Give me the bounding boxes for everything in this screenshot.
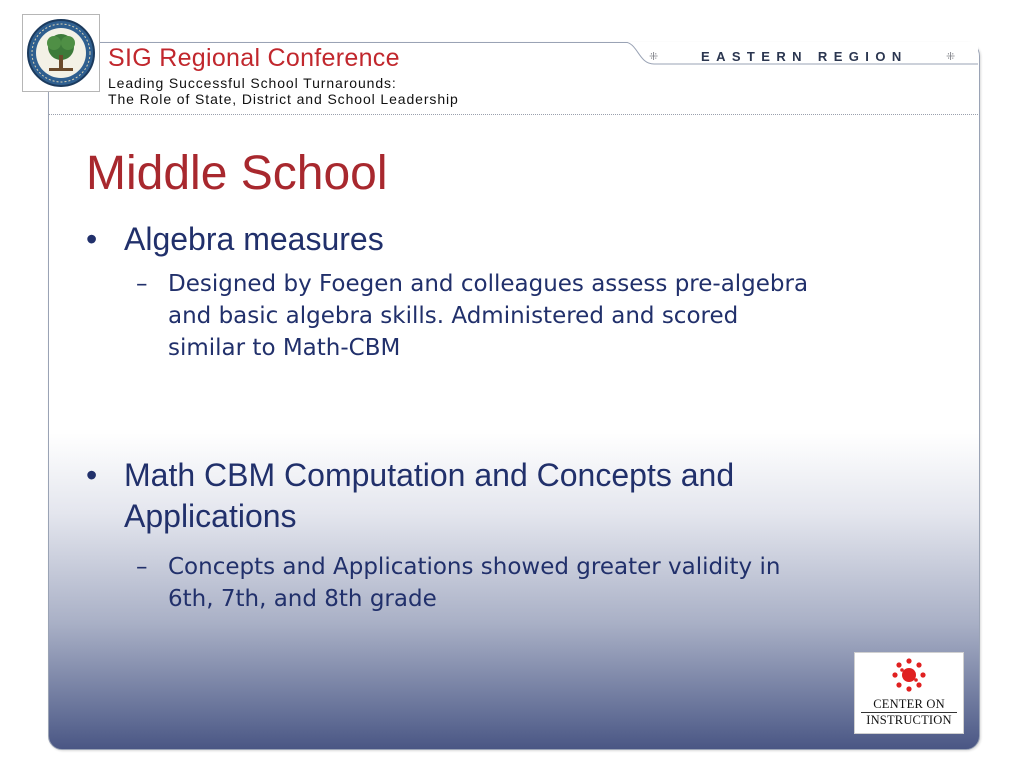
conference-title: SIG Regional Conference [108,44,400,72]
center-on-instruction-logo-icon [855,657,963,697]
conference-subtitle-line1: Leading Successful School Turnarounds: [108,75,397,91]
department-seal-icon [22,14,100,92]
sub-bullet-line: and basic algebra skills. Administered and scored [168,303,739,329]
sub-bullet-marker: – [136,554,148,580]
sub-bullet-line: Designed by Foegen and colleagues assess pre-algebra [168,271,809,297]
bullet-marker: • [86,221,98,257]
sub-bullet-line: similar to Math-CBM [168,335,401,361]
slide-title: Middle School [86,147,388,200]
region-label: EASTERN REGION [701,49,908,64]
sub-bullet-line: 6th, 7th, and 8th grade [168,586,437,612]
sub-bullet-marker: – [136,271,148,297]
sub-bullet-line: Concepts and Applications showed greater validity in [168,554,781,580]
bullet-text: Algebra measures [124,221,384,257]
logo-text-line2: INSTRUCTION [866,713,952,727]
header-divider [48,114,978,115]
ornament-right-icon: ⁜ [946,51,956,63]
bullet-text: Math CBM Computation and Concepts and [124,457,735,493]
center-on-instruction-logo [854,652,964,734]
logo-text-line1: CENTER ON [873,697,945,711]
bullet-text: Applications [124,498,297,534]
ornament-left-icon: ⁜ [649,51,659,63]
bullet-marker: • [86,457,98,493]
conference-subtitle-line2: The Role of State, District and School Leadership [108,91,459,107]
